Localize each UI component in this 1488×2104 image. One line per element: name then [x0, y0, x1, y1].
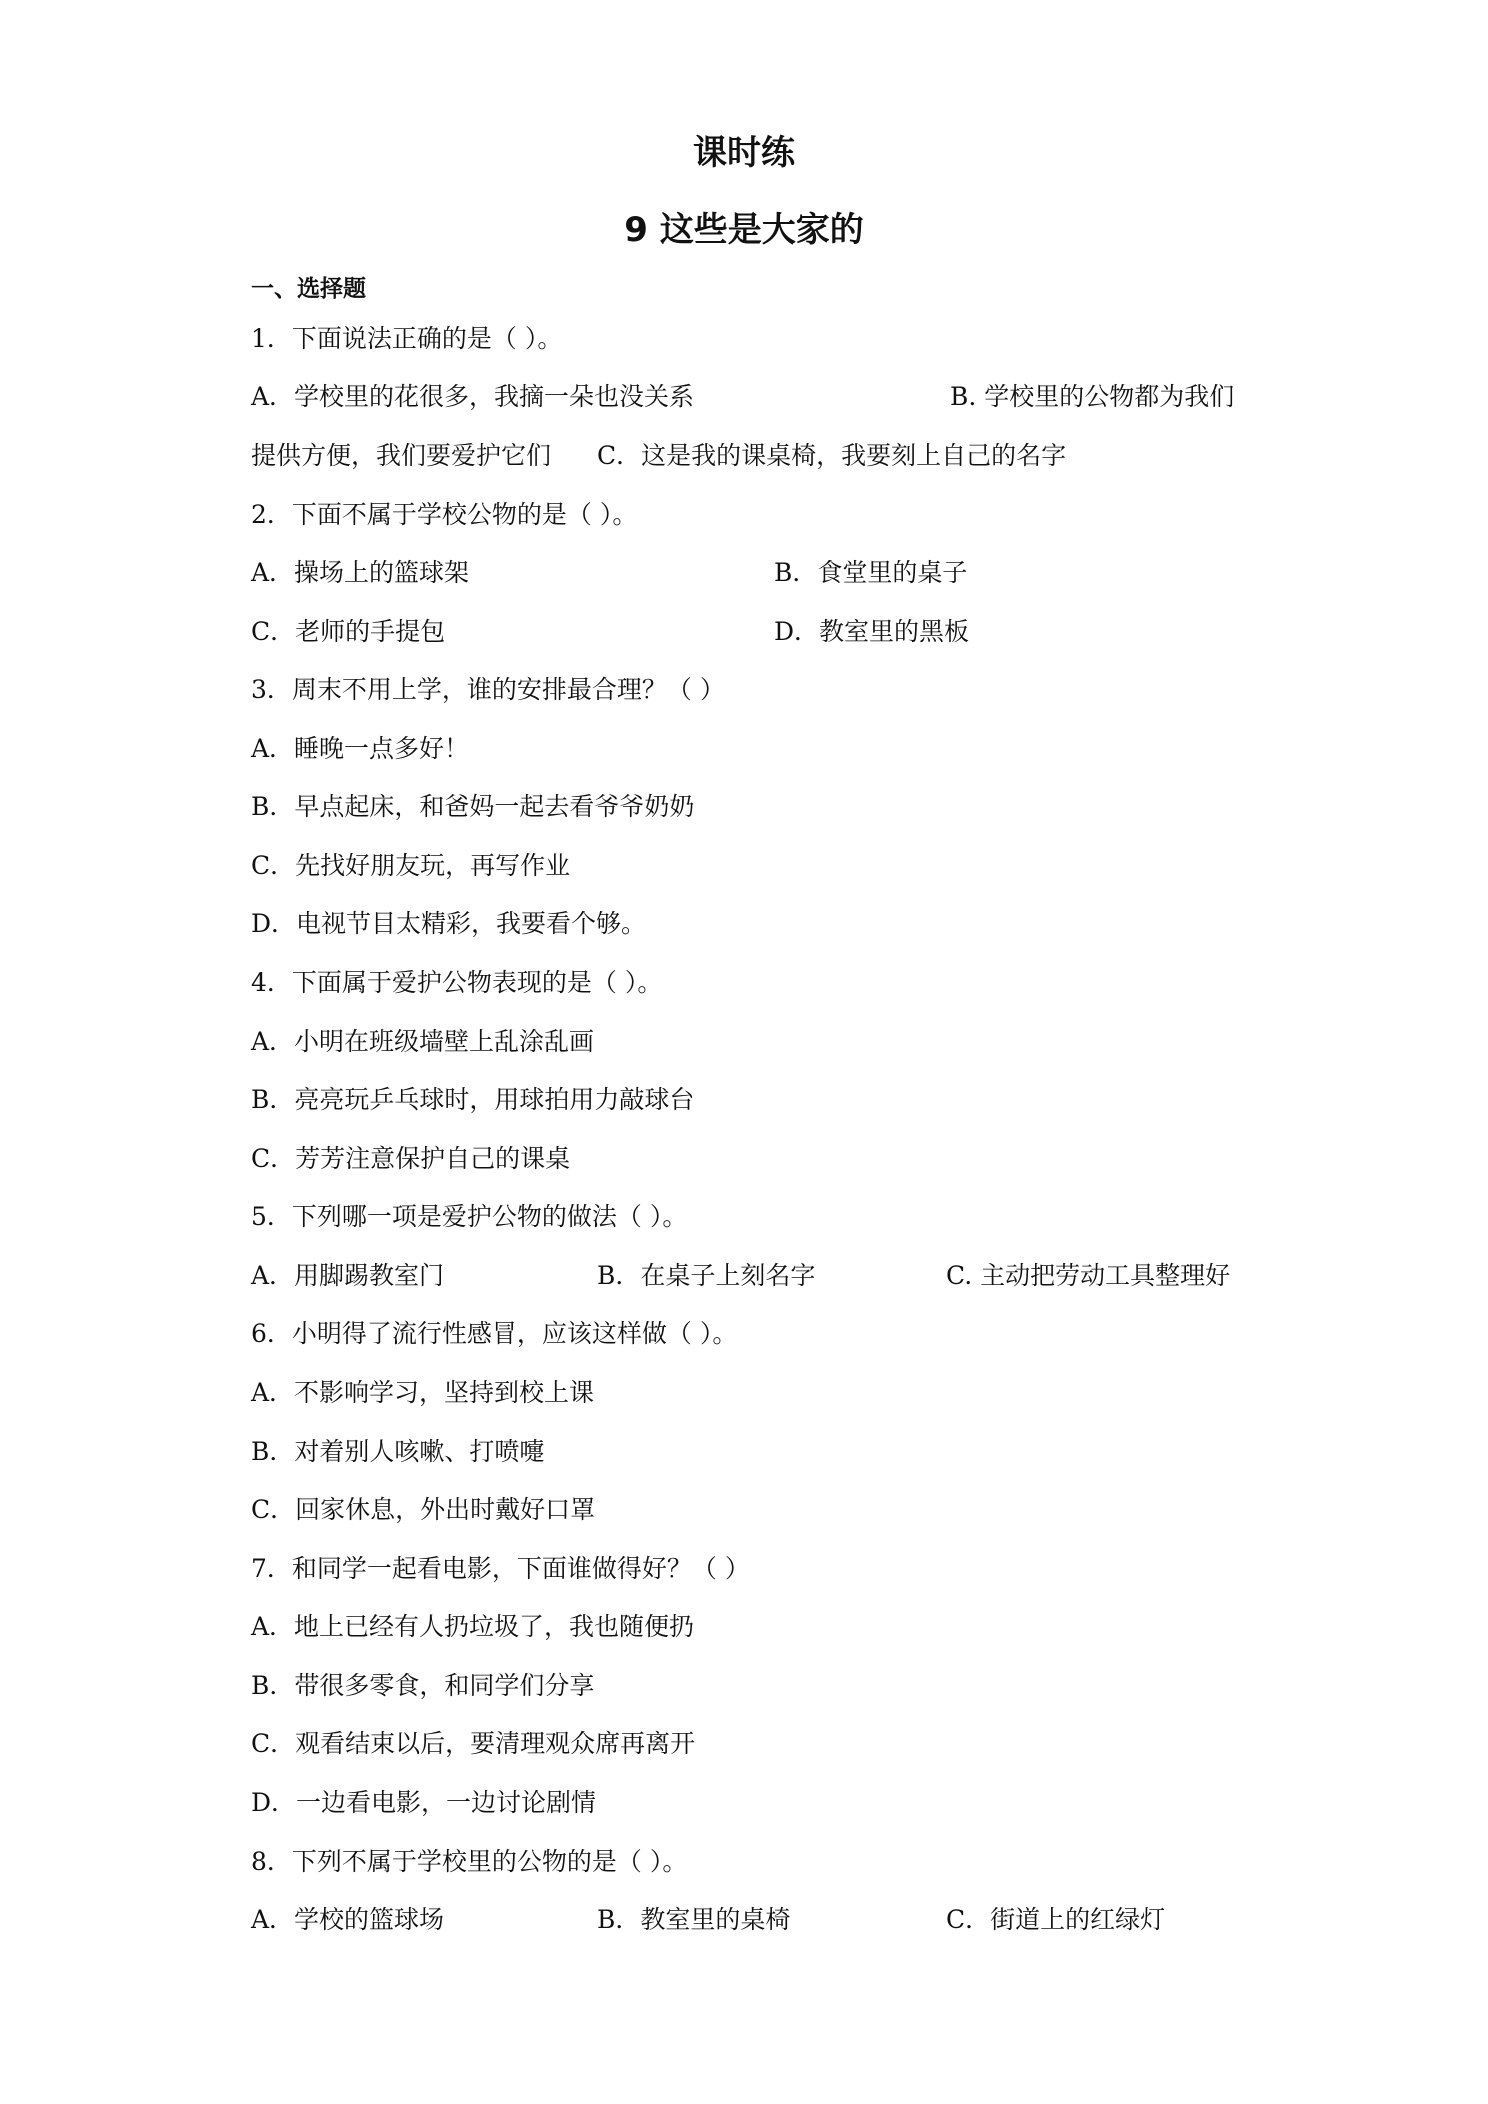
question-4-stem: 4．下面属于爱护公物表现的是（ ）。 — [251, 968, 663, 997]
question-2-option-d: D．教室里的黑板 — [774, 617, 970, 646]
question-1-stem: 1．下面说法正确的是（ ）。 — [251, 324, 563, 353]
question-8-option-a: A．学校的篮球场 — [251, 1905, 445, 1934]
question-7-option-b: B．带很多零食，和同学们分享 — [251, 1671, 595, 1700]
question-4-option-c: C．芳芳注意保护自己的课桌 — [251, 1144, 571, 1173]
page-title: 课时练 — [693, 133, 795, 173]
lesson-title: 9 这些是大家的 — [624, 210, 864, 250]
question-3-option-a: A．睡晚一点多好！ — [251, 734, 470, 763]
question-4-option-a: A．小明在班级墙壁上乱涂乱画 — [251, 1027, 595, 1056]
question-5-option-b: B．在桌子上刻名字 — [597, 1261, 816, 1290]
question-5-option-c: C. 主动把劳动工具整理好 — [946, 1261, 1231, 1290]
question-2-stem: 2．下面不属于学校公物的是（ ）。 — [251, 500, 638, 529]
question-2-option-a: A．操场上的篮球架 — [251, 558, 470, 587]
question-4-option-b: B．亮亮玩乒乓球时，用球拍用力敲球台 — [251, 1085, 695, 1114]
question-6-stem: 6．小明得了流行性感冒，应该这样做（ ）。 — [251, 1319, 738, 1348]
question-7-stem: 7．和同学一起看电影，下面谁做得好？（ ） — [251, 1554, 750, 1583]
question-5-stem: 5．下列哪一项是爱护公物的做法（ ）。 — [251, 1202, 688, 1231]
question-3-option-c: C．先找好朋友玩，再写作业 — [251, 851, 571, 880]
question-2-option-c: C．老师的手提包 — [251, 617, 446, 646]
question-6-option-a: A．不影响学习，坚持到校上课 — [251, 1378, 595, 1407]
question-6-option-c: C．回家休息，外出时戴好口罩 — [251, 1495, 596, 1524]
question-7-option-c: C．观看结束以后，要清理观众席再离开 — [251, 1729, 696, 1758]
question-8-option-b: B．教室里的桌椅 — [597, 1905, 791, 1934]
question-6-option-b: B．对着别人咳嗽、打喷嚏 — [251, 1437, 545, 1466]
question-1-option-a: A．学校里的花很多，我摘一朵也没关系 — [251, 382, 695, 411]
question-7-option-a: A．地上已经有人扔垃圾了，我也随便扔 — [251, 1612, 695, 1641]
question-5-option-a: A．用脚踢教室门 — [251, 1261, 445, 1290]
question-1-option-c: C．这是我的课桌椅，我要刻上自己的名字 — [597, 441, 1067, 470]
question-1-option-b: B. 学校里的公物都为我们 — [950, 382, 1235, 411]
question-3-option-d: D．电视节目太精彩，我要看个够。 — [251, 909, 647, 938]
question-2-option-b: B．食堂里的桌子 — [774, 558, 968, 587]
section-heading: 一、选择题 — [251, 276, 366, 302]
question-1-option-b-continued: 提供方便，我们要爱护它们 — [251, 441, 552, 470]
question-7-option-d: D．一边看电影，一边讨论剧情 — [251, 1788, 597, 1817]
question-8-option-c: C．街道上的红绿灯 — [946, 1905, 1166, 1934]
question-8-stem: 8．下列不属于学校里的公物的是（ ）。 — [251, 1847, 688, 1876]
question-3-stem: 3．周末不用上学，谁的安排最合理？（ ） — [251, 675, 725, 704]
question-3-option-b: B．早点起床，和爸妈一起去看爷爷奶奶 — [251, 792, 695, 821]
